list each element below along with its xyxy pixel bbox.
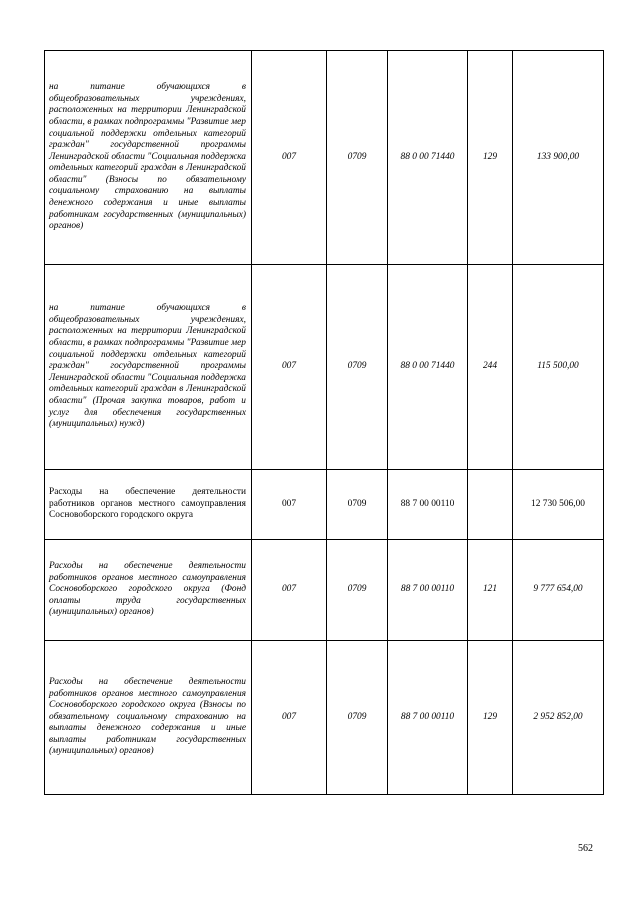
table-row bbox=[45, 641, 604, 795]
table-row bbox=[45, 265, 604, 470]
row-section-code: 0709 bbox=[327, 540, 388, 641]
row-target-code: 88 7 00 00110 bbox=[388, 540, 468, 641]
row-grbs-code: 007 bbox=[252, 641, 327, 795]
budget-table bbox=[44, 50, 604, 795]
row-description: Расходы на обеспечение деятельности работников органов местного самоуправления Сосновоборского городского округа bbox=[45, 470, 252, 540]
row-amount: 12 730 506,00 bbox=[513, 470, 604, 540]
row-expense-type: 129 bbox=[468, 641, 513, 795]
row-target-code: 88 7 00 00110 bbox=[388, 641, 468, 795]
row-amount: 115 500,00 bbox=[513, 265, 604, 470]
row-section-code: 0709 bbox=[327, 641, 388, 795]
row-expense-type: 121 bbox=[468, 540, 513, 641]
row-target-code: 88 0 00 71440 bbox=[388, 51, 468, 265]
row-amount: 2 952 852,00 bbox=[513, 641, 604, 795]
row-description: Расходы на обеспечение деятельности работников органов местного самоуправления Сосновоборского городского округа (Фонд оплаты труда государственных (муниципальных) органов) bbox=[45, 540, 252, 641]
row-expense-type: 129 bbox=[468, 51, 513, 265]
row-grbs-code: 007 bbox=[252, 51, 327, 265]
table-row bbox=[45, 540, 604, 641]
row-description: на питание обучающихся в общеобразовательных учреждениях, расположенных на территории Ленинградской области, в рамках подпрограммы "Развитие мер социальной поддержки отдельных категорий граждан" государственной программы Ленинградской области "Социальная поддержка отдельных категорий граждан в Ленинградской области" (Взносы по обязательному социальному страхованию на выплаты денежного содержания и иные выплаты работникам государственных (муниципальных) органов) bbox=[45, 51, 252, 265]
table-row bbox=[45, 51, 604, 265]
row-section-code: 0709 bbox=[327, 265, 388, 470]
table-row bbox=[45, 470, 604, 540]
row-description: Расходы на обеспечение деятельности работников органов местного самоуправления Сосновоборского городского округа (Взносы по обязательному социальному страхованию на выплаты денежного содержания и иные выплаты работникам государственных (муниципальных) органов) bbox=[45, 641, 252, 795]
row-section-code: 0709 bbox=[327, 470, 388, 540]
row-description: на питание обучающихся в общеобразовательных учреждениях, расположенных на территории Ленинградской области, в рамках подпрограммы "Развитие мер социальной поддержки отдельных категорий граждан" государственной программы Ленинградской области "Социальная поддержка отдельных категорий граждан в Ленинградской области" (Прочая закупка товаров, работ и услуг для обеспечения государственных (муниципальных) нужд) bbox=[45, 265, 252, 470]
row-amount: 9 777 654,00 bbox=[513, 540, 604, 641]
row-expense-type bbox=[468, 470, 513, 540]
row-grbs-code: 007 bbox=[252, 265, 327, 470]
row-target-code: 88 7 00 00110 bbox=[388, 470, 468, 540]
row-amount: 133 900,00 bbox=[513, 51, 604, 265]
row-grbs-code: 007 bbox=[252, 470, 327, 540]
row-expense-type: 244 bbox=[468, 265, 513, 470]
page-number: 562 bbox=[578, 843, 593, 854]
row-section-code: 0709 bbox=[327, 51, 388, 265]
row-grbs-code: 007 bbox=[252, 540, 327, 641]
row-target-code: 88 0 00 71440 bbox=[388, 265, 468, 470]
